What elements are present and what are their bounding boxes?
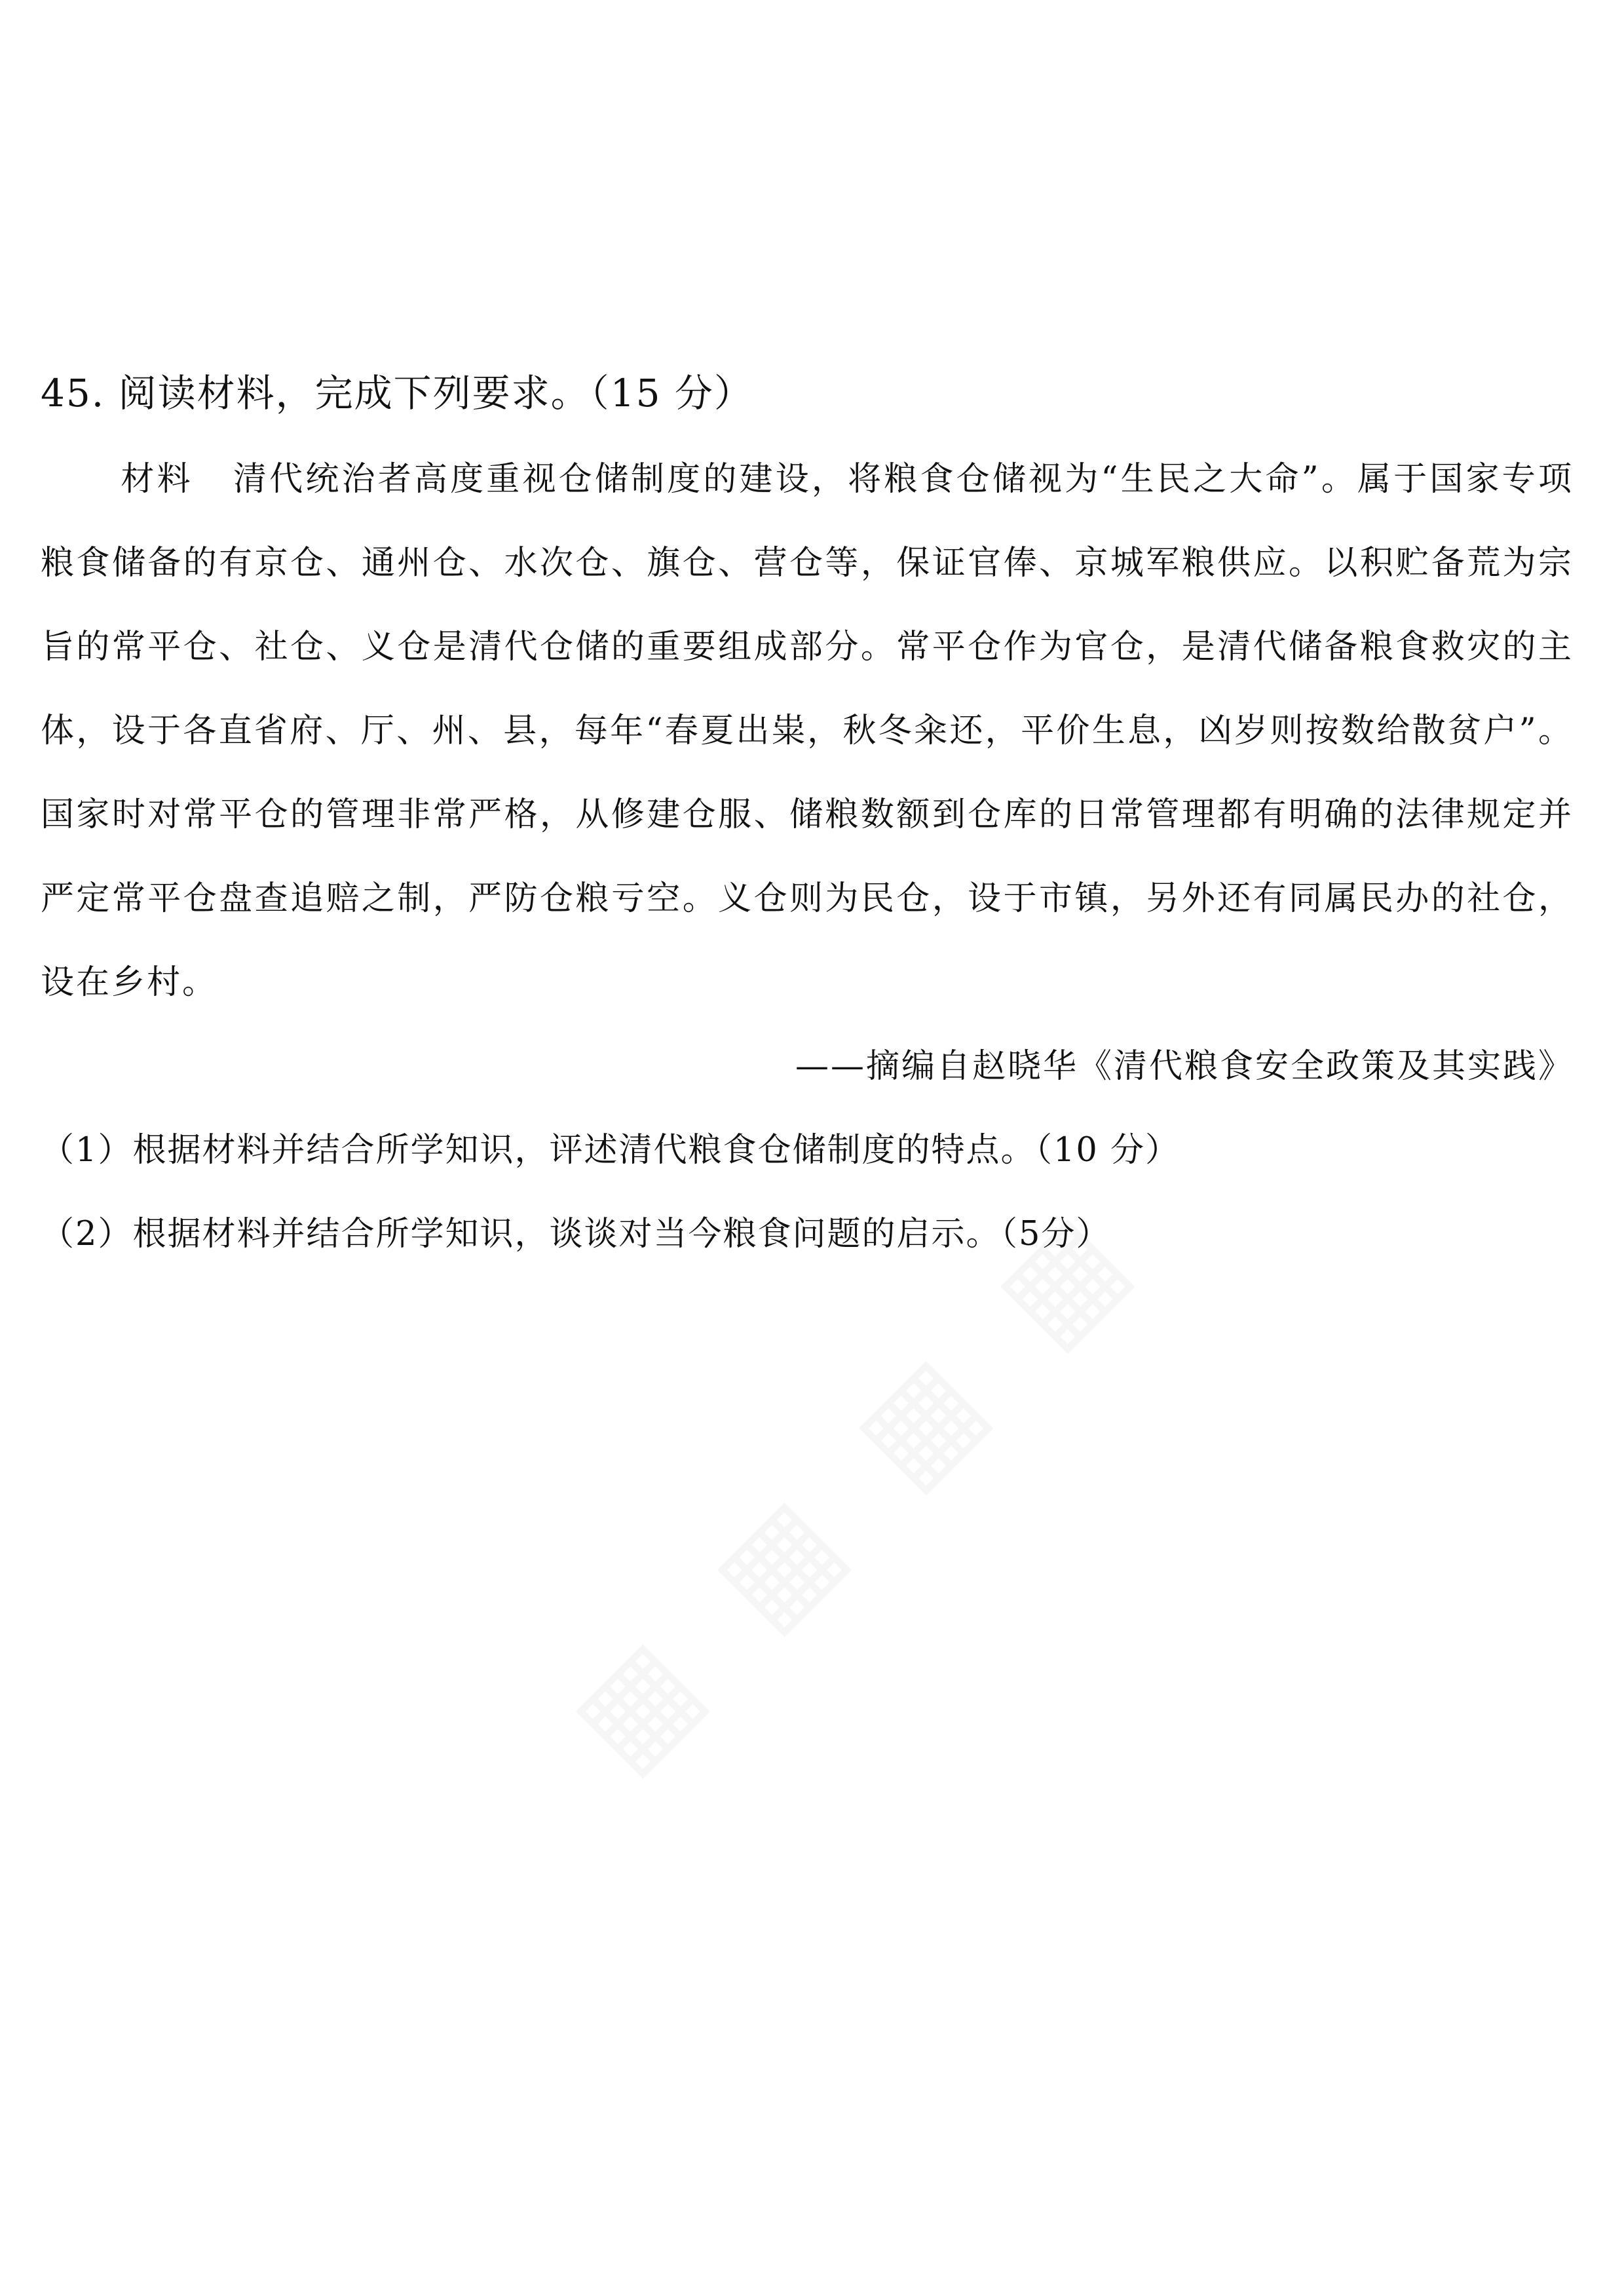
material-label: 材料 bbox=[121, 460, 193, 499]
material-paragraph bbox=[41, 438, 1574, 1025]
sub-question-2: （2）根据材料并结合所学知识，谈谈对当今粮食问题的启示。（5分） bbox=[41, 1215, 1111, 1253]
sub-question-1: （1）根据材料并结合所学知识，评述清代粮食仓储制度的特点。（10 分） bbox=[41, 1131, 1180, 1170]
question-45 bbox=[41, 367, 1574, 1276]
material-text: 清代统治者高度重视仓储制度的建设，将粮食仓储视为“生民之大命”。属于国家专项粮食储备的有京仓、通州仓、水次仓、旗仓、营仓等，保证官俸、京城军粮供应。以积贮备荒为宗旨的常平仓、社仓、义仓是清代仓储的重要组成部分。常平仓作为官仓，是清代储备粮食救灾的主体，设于各直省府、厅、州、县，每年“春夏出粜，秋冬籴还，平价生息，凶岁则按数给散贫户”。国家时对常平仓的管理非常严格，从修建仓服、储粮数额到仓库的日常管理都有明确的法律规定并严定常平仓盘查追赔之制，严防仓粮亏空。义仓则为民仓，设于市镇，另外还有同属民办的社仓，设在乡村。 bbox=[41, 460, 1574, 1002]
source-citation: ——摘编自赵晓华《清代粮食安全政策及其实践》 bbox=[795, 1047, 1574, 1086]
watermark bbox=[542, 1231, 1108, 1797]
question-title: 45. 阅读材料，完成下列要求。（15 分） bbox=[41, 371, 753, 415]
